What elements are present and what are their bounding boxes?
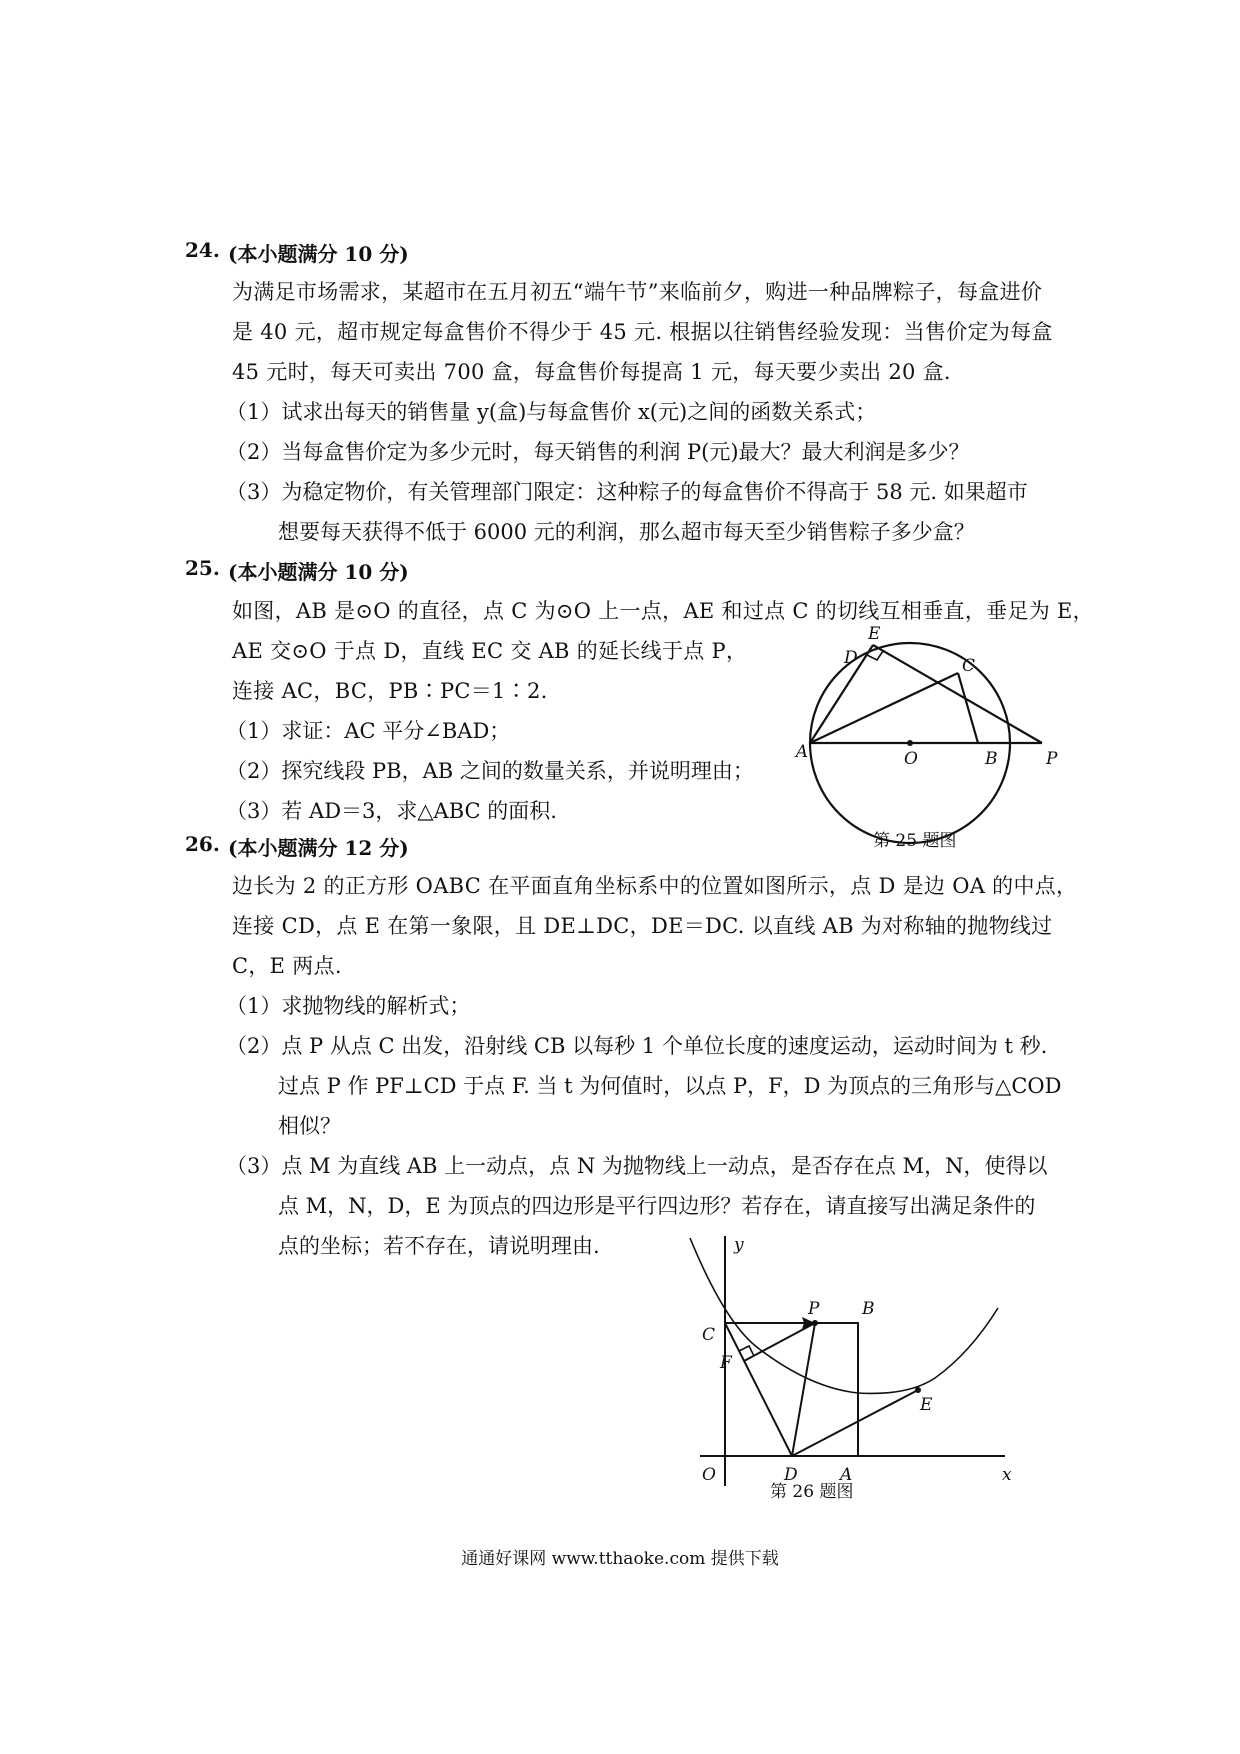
- question-26-part-2-continued: 相似？: [278, 1114, 341, 1138]
- label-a: A: [840, 1465, 853, 1485]
- label-y: y: [734, 1235, 744, 1255]
- question-26-text-line: C，E 两点.: [232, 954, 342, 978]
- question-25-text-line: AE 交⊙O 于点 D，直线 EC 交 AB 的延长线于点 P，: [232, 639, 748, 663]
- line-de: [792, 1390, 918, 1456]
- question-24-text-line: 45 元时，每天可卖出 700 盒，每盒售价每提高 1 元，每天要少卖出 20 盒.: [232, 360, 951, 384]
- question-24-text-line: 是 40 元，超市规定每盒售价不得少于 45 元. 根据以往销售经验发现：当售价定为每盒: [232, 320, 1053, 344]
- label-d: D: [844, 648, 858, 668]
- question-26-part-3-continued: 点的坐标；若不存在，请说明理由.: [278, 1234, 600, 1258]
- question-25-text-line: 如图，AB 是⊙O 的直径，点 C 为⊙O 上一点，AE 和过点 C 的切线互相垂直，垂足为 E，: [232, 599, 1094, 623]
- question-24-part-2: （2）当每盒售价定为多少元时，每天销售的利润 P(元)最大？最大利润是多少？: [226, 440, 970, 464]
- line-cb: [958, 673, 978, 743]
- label-b: B: [862, 1299, 875, 1319]
- line-ep: [873, 645, 1042, 743]
- question-25-part-3: （3）若 AD＝3，求△ABC 的面积.: [226, 799, 557, 823]
- question-26-part-1: （1）求抛物线的解析式；: [226, 994, 471, 1018]
- question-26-text-line: 连接 CD，点 E 在第一象限，且 DE⊥DC，DE＝DC. 以直线 AB 为对称轴的抛物线过: [232, 914, 1053, 938]
- center-dot: [907, 740, 913, 746]
- label-f: F: [720, 1353, 732, 1373]
- label-c: C: [702, 1325, 716, 1345]
- label-o: O: [702, 1465, 716, 1485]
- question-24-part-3: （3）为稳定物价，有关管理部门限定：这种粽子的每盒售价不得高于 58 元. 如果超市: [226, 480, 1028, 504]
- question-25-heading: (本小题满分 10 分): [228, 560, 409, 584]
- parabola-curve: [690, 1238, 998, 1393]
- label-e: E: [920, 1395, 933, 1415]
- label-b: B: [985, 749, 998, 769]
- question-26-part-2: （2）点 P 从点 C 出发，沿射线 CB 以每秒 1 个单位长度的速度运动，运动时间为 t 秒.: [226, 1034, 1048, 1058]
- figure-25-caption: 第 25 题图: [873, 831, 957, 851]
- label-d: D: [784, 1465, 798, 1485]
- question-24-part-3-continued: 想要每天获得不低于 6000 元的利润，那么超市每天至少销售粽子多少盒？: [278, 520, 975, 544]
- label-c: C: [962, 656, 976, 676]
- label-a: A: [795, 742, 808, 762]
- line-pd: [792, 1323, 815, 1456]
- figure-25-circle-diagram: [780, 615, 1080, 845]
- label-x: x: [1002, 1465, 1012, 1485]
- question-24-heading: (本小题满分 10 分): [228, 242, 409, 266]
- question-25-text-line: 连接 AC，BC，PB∶PC＝1∶2.: [232, 679, 548, 703]
- question-26-part-3: （3）点 M 为直线 AB 上一动点，点 N 为抛物线上一动点，是否存在点 M，N，使得以: [226, 1154, 1048, 1178]
- line-pf: [744, 1323, 815, 1361]
- question-26-heading: (本小题满分 12 分): [228, 836, 409, 860]
- question-25-number: 25.: [185, 556, 220, 580]
- question-24-text-line: 为满足市场需求，某超市在五月初五“端午节”来临前夕，购进一种品牌粽子，每盒进价: [232, 280, 1043, 304]
- question-26-text-line: 边长为 2 的正方形 OABC 在平面直角坐标系中的位置如图所示，点 D 是边 OA 的中点，: [232, 874, 1078, 898]
- page-footer: 通通好课网 www.tthaoke.com 提供下载: [461, 1549, 779, 1569]
- line-cd: [725, 1323, 792, 1456]
- question-26-part-2-continued: 过点 P 作 PF⊥CD 于点 F. 当 t 为何值时，以点 P，F，D 为顶点的三角形与△COD: [278, 1074, 1062, 1098]
- question-26-number: 26.: [185, 832, 220, 856]
- question-24-number: 24.: [185, 238, 220, 262]
- question-24-part-1: （1）试求出每天的销售量 y(盒)与每盒售价 x(元)之间的函数关系式；: [226, 400, 877, 424]
- question-25-part-1: （1）求证：AC 平分∠BAD；: [226, 719, 511, 743]
- figure-26-caption: 第 26 题图: [770, 1482, 854, 1502]
- label-e: E: [868, 624, 881, 644]
- figure-26-coordinate-diagram: [680, 1228, 1020, 1498]
- question-25-part-2: （2）探究线段 PB，AB 之间的数量关系，并说明理由；: [226, 759, 754, 783]
- question-26-part-3-continued: 点 M，N，D，E 为顶点的四边形是平行四边形？若存在，请直接写出满足条件的: [278, 1194, 1036, 1218]
- label-p: P: [808, 1299, 820, 1319]
- label-o: O: [904, 749, 918, 769]
- label-p: P: [1046, 749, 1058, 769]
